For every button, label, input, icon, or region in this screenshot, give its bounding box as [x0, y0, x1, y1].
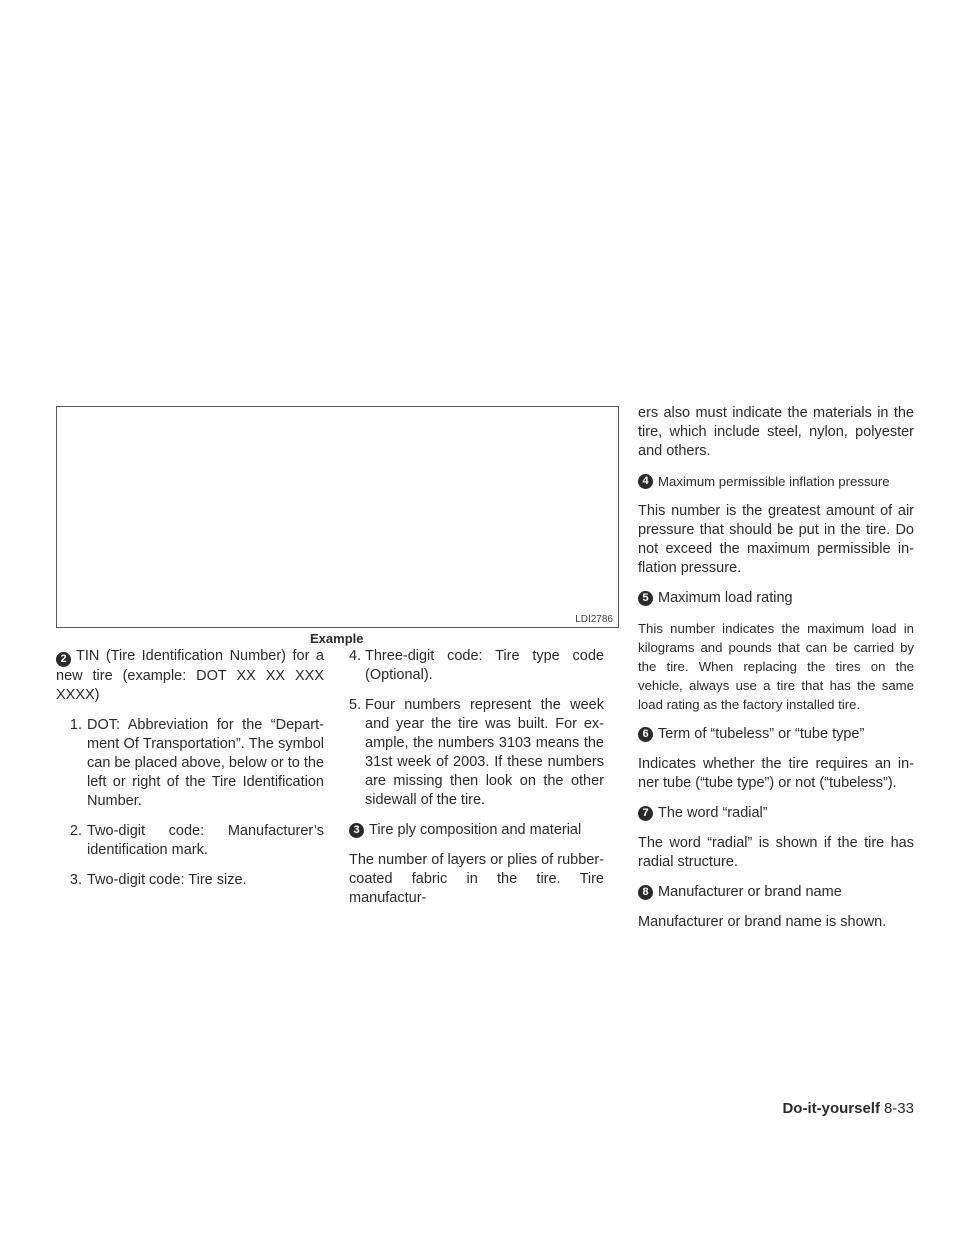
column-3	[638, 404, 914, 943]
continued-text: ers also must indicate the materials in the tire, which include steel, nylon, polyester and others.	[638, 405, 914, 459]
item-6-heading: 6 Term of “tubeless” or “tube type”	[638, 725, 914, 744]
number-5-icon: 5	[638, 591, 653, 606]
number-3-icon: 3	[349, 823, 364, 838]
tin-list-continued	[349, 647, 604, 810]
number-7-icon: 7	[638, 806, 653, 821]
item-2-text: TIN (Tire Identification Number) for a new tire (example: DOT XX XX XXX XXXX)	[56, 648, 324, 703]
list-item: 1. DOT: Abbreviation for the “Depart-ment Of Transportation”. The symbol can be placed above, below or to the left or right of the Tire Identification Number.	[69, 717, 324, 809]
tin-list	[56, 716, 324, 890]
figure-image	[56, 406, 619, 628]
item-2-paragraph	[56, 647, 324, 705]
item-4-text: This number is the greatest amount of air pressure that should be put in the tire. Do not exceed the maximum permissible in-flation pressure.	[638, 503, 914, 576]
item-7-heading: 7 The word “radial”	[638, 804, 914, 823]
item-4-heading: 4 Maximum permissible inflation pressure	[638, 472, 914, 491]
number-8-icon: 8	[638, 885, 653, 900]
item-5-heading: 5 Maximum load rating	[638, 589, 914, 608]
page-number: 8-33	[883, 1100, 914, 1117]
item-6-text: Indicates whether the tire requires an in-ner tube (“tube type”) or not (“tubeless”).	[638, 756, 914, 791]
number-4-icon: 4	[638, 474, 653, 489]
item-8-heading: 8 Manufacturer or brand name	[638, 883, 914, 902]
number-2-icon: 2	[56, 652, 71, 667]
page-footer	[782, 1100, 914, 1117]
figure-code: LDI2786	[575, 614, 613, 625]
item-5-text: This number indicates the maximum load in kilograms and pounds that can be carried by the tire. When replacing the tires on the vehicle, always use a tire that has the same load rating as the factory installed tire.	[638, 621, 914, 712]
item-8-text: Manufacturer or brand name is shown.	[638, 914, 887, 930]
item-3-text: The number of layers or plies of rubber-coated fabric in the tire. Tire manufactur-	[349, 852, 604, 906]
section-name: Do-it-yourself	[782, 1100, 880, 1117]
item-7-text: The word “radial” is shown if the tire has radial structure.	[638, 835, 914, 870]
column-1	[56, 647, 324, 901]
figure-caption: Example	[310, 631, 364, 646]
list-item: 2. Two-digit code: Manufacturer’s identification mark.	[69, 823, 324, 858]
column-2	[349, 647, 604, 919]
number-6-icon: 6	[638, 727, 653, 742]
list-item: 4. Three-digit code: Tire type code (Optional).	[349, 648, 604, 683]
item-3-heading: 3 Tire ply composition and material	[349, 821, 604, 840]
list-item: 5. Four numbers represent the week and year the tire was built. For ex-ample, the numbers 3103 means the 31st week of 2003. If these numbers are missing then look on the other sidewall of the tire.	[349, 697, 604, 808]
list-item: 3. Two-digit code: Tire size.	[69, 872, 247, 888]
